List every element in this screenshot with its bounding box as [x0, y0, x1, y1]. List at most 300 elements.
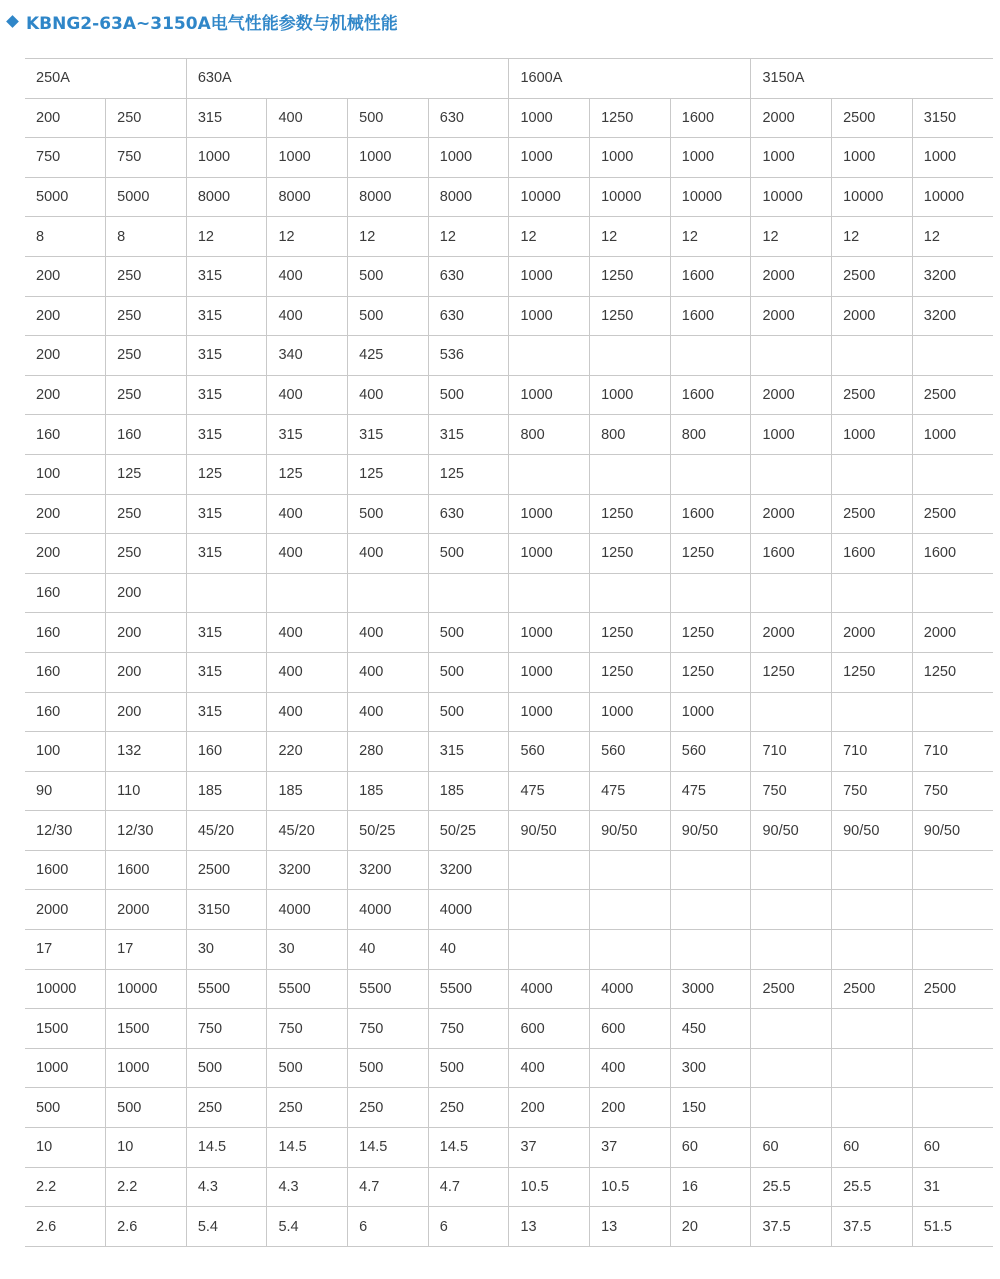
- table-cell: 6: [428, 1207, 509, 1247]
- table-cell: 1250: [590, 296, 671, 336]
- table-cell: 12/30: [25, 811, 106, 851]
- table-cell: 125: [348, 454, 429, 494]
- table-cell: 1600: [670, 494, 751, 534]
- table-cell: 50/25: [348, 811, 429, 851]
- table-cell: 12: [751, 217, 832, 257]
- table-cell: 2.6: [25, 1207, 106, 1247]
- table-cell: [509, 930, 590, 970]
- table-cell: 1000: [509, 494, 590, 534]
- table-cell: 1250: [751, 652, 832, 692]
- table-cell: 750: [267, 1009, 348, 1049]
- table-cell: 1250: [832, 652, 913, 692]
- table-cell: 200: [25, 494, 106, 534]
- table-cell: 12: [186, 217, 267, 257]
- table-cell: 160: [25, 652, 106, 692]
- table-cell: [751, 336, 832, 376]
- table-cell: 40: [428, 930, 509, 970]
- table-cell: 315: [428, 732, 509, 772]
- table-cell: [509, 890, 590, 930]
- table-cell: 500: [348, 1048, 429, 1088]
- table-cell: 250: [106, 296, 187, 336]
- table-cell: 400: [348, 613, 429, 653]
- table-cell: 1000: [509, 296, 590, 336]
- table-cell: [832, 930, 913, 970]
- header-cell: 3150A: [751, 59, 993, 99]
- table-cell: 250: [428, 1088, 509, 1128]
- table-cell: 3200: [912, 256, 993, 296]
- table-cell: 2500: [186, 850, 267, 890]
- table-cell: 60: [832, 1128, 913, 1168]
- table-cell: 12: [509, 217, 590, 257]
- table-cell: 10.5: [590, 1167, 671, 1207]
- table-cell: 90/50: [670, 811, 751, 851]
- table-cell: 13: [509, 1207, 590, 1247]
- table-cell: 2000: [832, 296, 913, 336]
- table-cell: 10000: [912, 177, 993, 217]
- table-cell: 200: [25, 336, 106, 376]
- table-cell: 4000: [348, 890, 429, 930]
- table-cell: [912, 1088, 993, 1128]
- table-cell: 1500: [106, 1009, 187, 1049]
- table-cell: 160: [25, 613, 106, 653]
- table-cell: 8000: [348, 177, 429, 217]
- table-cell: 4.7: [348, 1167, 429, 1207]
- table-cell: 400: [590, 1048, 671, 1088]
- table-cell: 4.3: [186, 1167, 267, 1207]
- table-cell: [912, 692, 993, 732]
- spec-table: [25, 58, 993, 1247]
- table-cell: 1250: [670, 534, 751, 574]
- table-cell: 90/50: [590, 811, 671, 851]
- table-cell: 90/50: [912, 811, 993, 851]
- table-cell: 315: [186, 613, 267, 653]
- table-cell: [670, 850, 751, 890]
- table-row: [25, 969, 993, 1009]
- table-cell: 710: [751, 732, 832, 772]
- table-cell: 1000: [267, 138, 348, 178]
- table-cell: 3150: [912, 98, 993, 138]
- table-cell: 500: [186, 1048, 267, 1088]
- table-cell: 3200: [428, 850, 509, 890]
- table-cell: 340: [267, 336, 348, 376]
- table-row: [25, 890, 993, 930]
- table-cell: 50/25: [428, 811, 509, 851]
- table-cell: 37: [509, 1128, 590, 1168]
- table-cell: 750: [186, 1009, 267, 1049]
- table-cell: 30: [267, 930, 348, 970]
- diamond-bullet-icon: [6, 15, 19, 28]
- table-cell: 5500: [428, 969, 509, 1009]
- table-cell: 500: [428, 534, 509, 574]
- table-row: [25, 138, 993, 178]
- table-cell: [590, 930, 671, 970]
- table-row: [25, 692, 993, 732]
- table-cell: 475: [590, 771, 671, 811]
- table-cell: 250: [106, 98, 187, 138]
- table-cell: [832, 890, 913, 930]
- table-cell: [832, 1009, 913, 1049]
- table-cell: 4000: [509, 969, 590, 1009]
- table-cell: [832, 1088, 913, 1128]
- table-cell: 220: [267, 732, 348, 772]
- table-cell: 1000: [106, 1048, 187, 1088]
- table-cell: 8: [25, 217, 106, 257]
- table-cell: 1000: [670, 138, 751, 178]
- table-cell: 630: [428, 256, 509, 296]
- table-cell: 1500: [25, 1009, 106, 1049]
- table-cell: 2.2: [25, 1167, 106, 1207]
- table-cell: [428, 573, 509, 613]
- table-cell: 12: [832, 217, 913, 257]
- table-cell: 12: [267, 217, 348, 257]
- table-cell: 2000: [832, 613, 913, 653]
- table-row: [25, 217, 993, 257]
- table-row: [25, 1088, 993, 1128]
- table-cell: 2000: [751, 375, 832, 415]
- table-cell: [832, 850, 913, 890]
- table-row: [25, 375, 993, 415]
- table-cell: 600: [590, 1009, 671, 1049]
- table-cell: 10000: [751, 177, 832, 217]
- table-cell: [509, 573, 590, 613]
- table-cell: 4.7: [428, 1167, 509, 1207]
- table-cell: 250: [267, 1088, 348, 1128]
- table-cell: 500: [267, 1048, 348, 1088]
- table-cell: 160: [106, 415, 187, 455]
- table-cell: [751, 1009, 832, 1049]
- table-cell: 1000: [509, 692, 590, 732]
- table-cell: 1600: [106, 850, 187, 890]
- table-cell: 1000: [912, 138, 993, 178]
- table-cell: 250: [106, 256, 187, 296]
- table-cell: 1000: [428, 138, 509, 178]
- table-cell: 250: [106, 336, 187, 376]
- table-cell: 710: [912, 732, 993, 772]
- table-cell: [912, 850, 993, 890]
- table-cell: 60: [751, 1128, 832, 1168]
- table-cell: [670, 890, 751, 930]
- table-cell: [670, 930, 751, 970]
- table-cell: 16: [670, 1167, 751, 1207]
- table-cell: 536: [428, 336, 509, 376]
- table-cell: [832, 1048, 913, 1088]
- table-cell: 2500: [912, 375, 993, 415]
- table-cell: 200: [25, 98, 106, 138]
- table-cell: 400: [267, 494, 348, 534]
- table-cell: 1600: [25, 850, 106, 890]
- table-cell: 250: [348, 1088, 429, 1128]
- table-cell: 3200: [912, 296, 993, 336]
- table-cell: 3150: [186, 890, 267, 930]
- table-row: [25, 850, 993, 890]
- table-cell: 1250: [590, 613, 671, 653]
- table-cell: 315: [186, 98, 267, 138]
- table-cell: 500: [348, 296, 429, 336]
- spec-table-body: [25, 59, 993, 1247]
- table-row: [25, 1207, 993, 1247]
- table-cell: 160: [25, 415, 106, 455]
- table-cell: 750: [106, 138, 187, 178]
- table-cell: 2500: [832, 969, 913, 1009]
- table-cell: 4.3: [267, 1167, 348, 1207]
- table-row: [25, 930, 993, 970]
- table-cell: 400: [267, 534, 348, 574]
- table-cell: 13: [590, 1207, 671, 1247]
- table-cell: 31: [912, 1167, 993, 1207]
- table-cell: 30: [186, 930, 267, 970]
- table-cell: 400: [348, 534, 429, 574]
- table-cell: 450: [670, 1009, 751, 1049]
- table-cell: 185: [428, 771, 509, 811]
- table-cell: 475: [509, 771, 590, 811]
- table-cell: 800: [590, 415, 671, 455]
- table-cell: 250: [106, 375, 187, 415]
- table-cell: 6: [348, 1207, 429, 1247]
- table-cell: [751, 1048, 832, 1088]
- table-cell: 10: [106, 1128, 187, 1168]
- table-cell: [670, 573, 751, 613]
- table-row: [25, 454, 993, 494]
- table-cell: 5500: [348, 969, 429, 1009]
- table-cell: 750: [348, 1009, 429, 1049]
- table-row: [25, 534, 993, 574]
- table-cell: 200: [106, 652, 187, 692]
- table-row: [25, 1048, 993, 1088]
- table-cell: 20: [670, 1207, 751, 1247]
- table-cell: 1000: [348, 138, 429, 178]
- table-cell: 400: [348, 375, 429, 415]
- table-cell: [912, 454, 993, 494]
- table-cell: 10: [25, 1128, 106, 1168]
- table-cell: 500: [428, 692, 509, 732]
- table-cell: 1000: [751, 138, 832, 178]
- table-cell: 2500: [912, 969, 993, 1009]
- table-cell: 40: [348, 930, 429, 970]
- table-cell: 10000: [509, 177, 590, 217]
- table-cell: 1000: [832, 415, 913, 455]
- table-cell: 1600: [670, 375, 751, 415]
- table-cell: 10000: [25, 969, 106, 1009]
- table-cell: 10000: [590, 177, 671, 217]
- table-cell: 250: [106, 494, 187, 534]
- table-cell: 4000: [428, 890, 509, 930]
- table-cell: 160: [25, 692, 106, 732]
- table-cell: 200: [590, 1088, 671, 1128]
- table-cell: 1000: [912, 415, 993, 455]
- table-cell: 1000: [509, 613, 590, 653]
- table-cell: 1000: [509, 138, 590, 178]
- table-cell: 750: [428, 1009, 509, 1049]
- table-row: [25, 256, 993, 296]
- table-cell: [912, 573, 993, 613]
- table-cell: 17: [25, 930, 106, 970]
- table-cell: [348, 573, 429, 613]
- header-cell: 250A: [25, 59, 186, 99]
- table-cell: 125: [186, 454, 267, 494]
- table-cell: 12: [670, 217, 751, 257]
- table-cell: [832, 336, 913, 376]
- table-cell: 1000: [751, 415, 832, 455]
- table-cell: 37.5: [751, 1207, 832, 1247]
- table-cell: 5.4: [186, 1207, 267, 1247]
- table-cell: 1000: [509, 534, 590, 574]
- table-cell: 1000: [186, 138, 267, 178]
- table-cell: 25.5: [832, 1167, 913, 1207]
- table-cell: 12: [428, 217, 509, 257]
- table-cell: 200: [106, 573, 187, 613]
- table-cell: 45/20: [267, 811, 348, 851]
- table-row: [25, 732, 993, 772]
- table-cell: [670, 454, 751, 494]
- table-cell: 200: [25, 256, 106, 296]
- table-cell: 200: [106, 692, 187, 732]
- table-cell: 5000: [25, 177, 106, 217]
- table-row: [25, 336, 993, 376]
- table-cell: [509, 454, 590, 494]
- table-cell: 8: [106, 217, 187, 257]
- table-cell: 2500: [832, 375, 913, 415]
- table-cell: [912, 890, 993, 930]
- table-cell: 2000: [751, 256, 832, 296]
- table-cell: 5500: [186, 969, 267, 1009]
- table-cell: 500: [428, 652, 509, 692]
- table-cell: 10000: [106, 969, 187, 1009]
- table-cell: 750: [912, 771, 993, 811]
- table-cell: [832, 573, 913, 613]
- table-cell: [751, 1088, 832, 1128]
- table-cell: 500: [428, 375, 509, 415]
- table-cell: 150: [670, 1088, 751, 1128]
- table-cell: 500: [348, 98, 429, 138]
- table-cell: 2000: [751, 613, 832, 653]
- table-cell: 600: [509, 1009, 590, 1049]
- table-cell: 1000: [509, 375, 590, 415]
- header-cell: 630A: [186, 59, 509, 99]
- table-row: [25, 296, 993, 336]
- table-cell: 500: [428, 1048, 509, 1088]
- table-cell: 315: [186, 375, 267, 415]
- table-cell: 200: [509, 1088, 590, 1128]
- table-cell: 1600: [751, 534, 832, 574]
- table-cell: 400: [267, 98, 348, 138]
- table-cell: 400: [267, 296, 348, 336]
- table-cell: 425: [348, 336, 429, 376]
- table-cell: 315: [186, 296, 267, 336]
- table-cell: 125: [106, 454, 187, 494]
- table-cell: 132: [106, 732, 187, 772]
- table-cell: 400: [267, 692, 348, 732]
- table-row: [25, 1128, 993, 1168]
- table-cell: 500: [25, 1088, 106, 1128]
- table-cell: [670, 336, 751, 376]
- table-cell: 315: [186, 652, 267, 692]
- table-cell: 90/50: [832, 811, 913, 851]
- page-title: KBNG2-63A~3150A电气性能参数与机械性能: [26, 13, 398, 34]
- table-cell: 1250: [590, 534, 671, 574]
- table-row: [25, 573, 993, 613]
- table-cell: 8000: [428, 177, 509, 217]
- table-cell: 2.2: [106, 1167, 187, 1207]
- table-cell: 10000: [670, 177, 751, 217]
- table-cell: 500: [348, 494, 429, 534]
- table-cell: 1000: [509, 98, 590, 138]
- table-row: [25, 652, 993, 692]
- table-cell: 2000: [751, 494, 832, 534]
- table-cell: 5.4: [267, 1207, 348, 1247]
- table-cell: [186, 573, 267, 613]
- table-cell: 1000: [832, 138, 913, 178]
- table-cell: 2.6: [106, 1207, 187, 1247]
- table-cell: 400: [509, 1048, 590, 1088]
- table-cell: [751, 930, 832, 970]
- table-row: [25, 1009, 993, 1049]
- table-cell: 1250: [670, 613, 751, 653]
- table-cell: 60: [670, 1128, 751, 1168]
- table-cell: [912, 930, 993, 970]
- table-cell: 1250: [590, 652, 671, 692]
- table-cell: [751, 454, 832, 494]
- table-cell: 1250: [912, 652, 993, 692]
- table-cell: 315: [186, 336, 267, 376]
- table-cell: 14.5: [348, 1128, 429, 1168]
- table-cell: 1600: [832, 534, 913, 574]
- table-cell: 14.5: [267, 1128, 348, 1168]
- table-cell: 12: [348, 217, 429, 257]
- table-cell: [509, 336, 590, 376]
- table-cell: [590, 850, 671, 890]
- table-cell: 2500: [832, 98, 913, 138]
- table-cell: 90/50: [509, 811, 590, 851]
- table-cell: 400: [267, 613, 348, 653]
- table-cell: 100: [25, 732, 106, 772]
- table-cell: 2500: [751, 969, 832, 1009]
- table-cell: 500: [428, 613, 509, 653]
- table-cell: 2500: [912, 494, 993, 534]
- table-cell: 750: [751, 771, 832, 811]
- table-cell: 14.5: [186, 1128, 267, 1168]
- table-cell: 12/30: [106, 811, 187, 851]
- table-row: [25, 771, 993, 811]
- table-cell: 1250: [590, 494, 671, 534]
- table-cell: 3200: [267, 850, 348, 890]
- table-cell: 315: [186, 692, 267, 732]
- table-row: [25, 613, 993, 653]
- title-row: [6, 8, 398, 34]
- table-row: [25, 415, 993, 455]
- table-cell: [509, 850, 590, 890]
- table-cell: 200: [25, 375, 106, 415]
- table-cell: 2000: [912, 613, 993, 653]
- table-cell: 1000: [509, 652, 590, 692]
- table-cell: 160: [25, 573, 106, 613]
- table-cell: 125: [428, 454, 509, 494]
- table-cell: 185: [348, 771, 429, 811]
- table-cell: 250: [106, 534, 187, 574]
- table-cell: 1000: [670, 692, 751, 732]
- table-cell: 8000: [267, 177, 348, 217]
- table-cell: 1600: [670, 98, 751, 138]
- table-cell: 315: [267, 415, 348, 455]
- table-cell: 90: [25, 771, 106, 811]
- table-cell: 37.5: [832, 1207, 913, 1247]
- table-cell: 60: [912, 1128, 993, 1168]
- table-cell: 315: [186, 494, 267, 534]
- table-cell: 10.5: [509, 1167, 590, 1207]
- table-cell: 90/50: [751, 811, 832, 851]
- table-cell: [912, 336, 993, 376]
- table-cell: 1600: [670, 296, 751, 336]
- table-cell: 1250: [590, 256, 671, 296]
